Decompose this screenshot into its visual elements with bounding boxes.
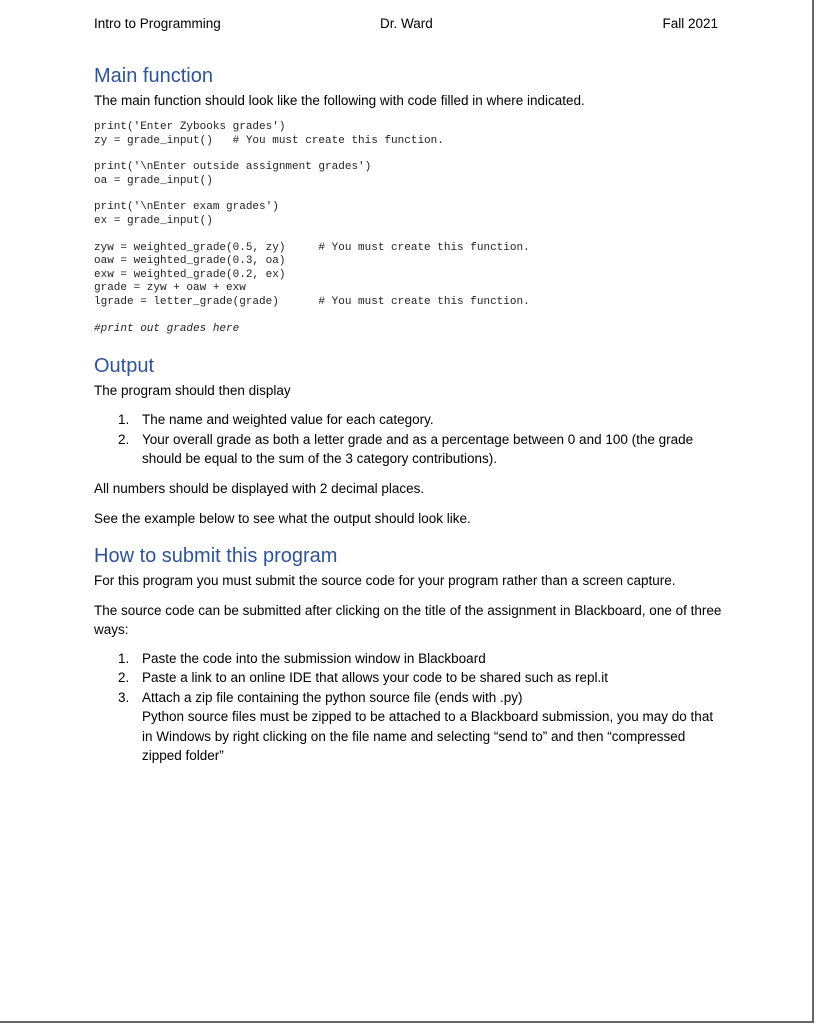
list-text: Attach a zip file containing the python source file (ends with .py) <box>142 689 523 705</box>
code-line: grade = zyw + oaw + exw <box>94 282 246 295</box>
code-line: oaw = weighted_grade(0.3, oa) <box>94 255 286 268</box>
list-item <box>94 649 724 669</box>
code-block-weights <box>94 242 724 310</box>
output-list <box>94 410 724 469</box>
zip-instructions: Python source files must be zipped to be attached to a Blackboard submission, you may do that in Windows by right clicking on the file name and selecting “send to” and then “compressed zipped folder” <box>142 709 714 764</box>
output-heading: Output <box>94 355 155 378</box>
code-line: ex = grade_input() <box>94 214 213 227</box>
code-comment-line: #print out grades here <box>94 322 240 335</box>
code-block-exam <box>94 201 724 228</box>
submit-list <box>94 649 724 766</box>
list-number: 1. <box>118 650 130 666</box>
list-item <box>94 668 724 688</box>
code-block-zybooks <box>94 121 724 148</box>
main-function-heading: Main function <box>94 65 213 87</box>
list-item <box>94 430 724 469</box>
output-intro: The program should then display <box>94 383 291 399</box>
submit-intro: For this program you must submit the source code for your program rather than a screen capture. <box>94 572 676 588</box>
example-note: See the example below to see what the output should look like. <box>94 510 471 526</box>
code-line: zyw = weighted_grade(0.5, zy) # You must create this function. <box>94 241 530 254</box>
submit-heading: How to submit this program <box>94 544 338 567</box>
list-number: 3. <box>118 689 130 705</box>
document-body <box>94 62 724 766</box>
code-line: print('\nEnter outside assignment grades') <box>94 161 372 174</box>
list-text: Paste the code into the submission window in Blackboard <box>142 650 486 666</box>
course-name: Intro to Programming <box>94 16 221 31</box>
code-line: oa = grade_input() <box>94 174 213 187</box>
instructor-name: Dr. Ward <box>380 16 433 31</box>
submit-ways-intro: The source code can be submitted after clicking on the title of the assignment in Blackboard, one of three ways: <box>94 602 722 637</box>
list-item <box>94 688 724 766</box>
list-number: 1. <box>118 412 130 428</box>
page-header <box>94 16 718 34</box>
list-text: Your overall grade as both a letter grade and as a percentage between 0 and 100 (the grade should be equal to the sum of the 3 category contributions). <box>142 431 694 467</box>
decimals-note: All numbers should be displayed with 2 decimal places. <box>94 480 425 496</box>
code-listing <box>94 121 724 336</box>
list-number: 2. <box>118 431 130 447</box>
term-label: Fall 2021 <box>662 16 718 31</box>
code-line: print('\nEnter exam grades') <box>94 201 279 214</box>
main-function-intro: The main function should look like the following with code filled in where indicated. <box>94 93 585 108</box>
list-item <box>94 410 724 430</box>
code-line: print('Enter Zybooks grades') <box>94 121 286 133</box>
list-text: The name and weighted value for each category. <box>142 412 434 428</box>
code-line: zy = grade_input() # You must create this function. <box>94 134 444 147</box>
list-number: 2. <box>118 670 130 686</box>
code-block-outside <box>94 161 724 188</box>
code-line: exw = weighted_grade(0.2, ex) <box>94 268 286 281</box>
code-block-print <box>94 323 724 337</box>
list-text: Paste a link to an online IDE that allows your code to be shared such as repl.it <box>142 670 609 686</box>
code-line: lgrade = letter_grade(grade) # You must create this function. <box>94 295 530 308</box>
